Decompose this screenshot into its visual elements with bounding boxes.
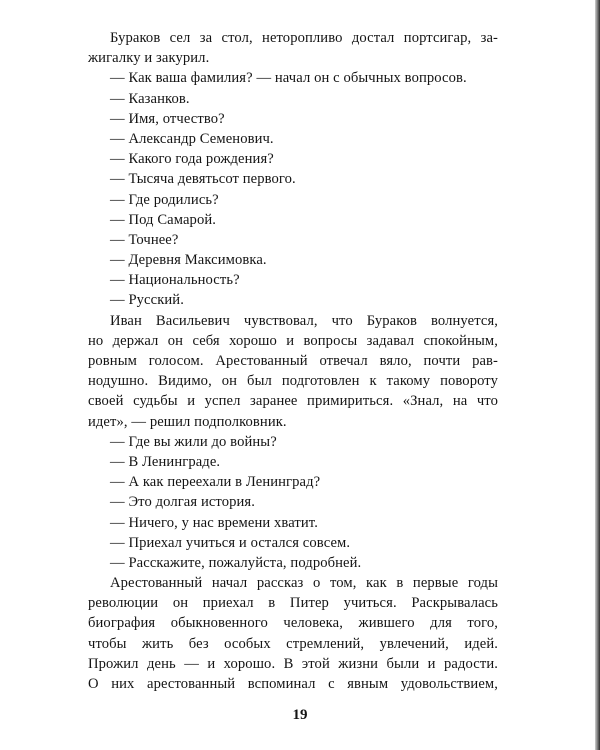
dialogue-line: — Деревня Максимовка. xyxy=(110,252,267,269)
dialogue-line: — А как переехали в Ленинград? xyxy=(110,474,321,491)
text-line: ровным голосом. Арестованный отвечал вяло, почти рав- xyxy=(88,353,498,369)
dialogue-line: — Ничего, у нас времени хватит. xyxy=(110,514,318,531)
dialogue-line: — Александр Семенович. xyxy=(110,130,274,147)
text-line: революции он приехал в Питер учиться. Раскрывалась xyxy=(88,595,498,612)
dialogue-line: — Тысяча девятьсот первого. xyxy=(110,171,296,188)
dialogue-line: — Национальность? xyxy=(110,272,240,289)
text-line: биография обыкновенного человека, жившего для того, xyxy=(88,615,498,632)
text-line: Прожил день — и хорошо. В этой жизни были и радости. xyxy=(88,655,498,672)
dialogue-line: — Расскажите, пожалуйста, подробней. xyxy=(110,554,362,571)
dialogue-line: — Имя, отчество? xyxy=(110,110,225,127)
text-line: чтобы жить без особых стремлений, увлечений, идей. xyxy=(88,635,498,652)
dialogue-line: — Точнее? xyxy=(110,231,179,248)
dialogue-line: — Где родились? xyxy=(110,191,219,208)
text-line: идет», — решил подполковник. xyxy=(88,413,287,430)
dialogue-line: — Приехал учиться и остался совсем. xyxy=(110,534,351,551)
text-line: Бураков сел за стол, неторопливо достал портсигар, за- xyxy=(110,30,498,46)
dialogue-line: — Какого года рождения? xyxy=(110,151,274,168)
text-line: Арестованный начал рассказ о том, как в первые годы xyxy=(110,575,498,592)
text-line: Иван Васильевич чувствовал, что Бураков волнуется, xyxy=(110,312,498,329)
text-line: жигалку и закурил. xyxy=(88,50,210,67)
dialogue-line: — Казанков. xyxy=(110,90,190,107)
body-text xyxy=(88,28,498,694)
text-line: О них арестованный вспоминал с явным удовольствием, xyxy=(88,676,498,692)
page-edge-shadow xyxy=(595,0,600,750)
dialogue-line: — В Ленинграде. xyxy=(110,453,221,470)
text-line: но держал он себя хорошо и вопросы задавал спокойным, xyxy=(88,332,498,349)
dialogue-line: — Русский. xyxy=(110,292,184,309)
dialogue-line: — Где вы жили до войны? xyxy=(110,433,277,450)
text-line: нодушно. Видимо, он был подготовлен к такому повороту xyxy=(88,373,498,390)
dialogue-line: — Под Самарой. xyxy=(110,211,217,228)
text-line: своей судьбы и успел заранее примириться. «Знал, на что xyxy=(88,393,498,410)
page-number: 19 xyxy=(292,707,308,723)
dialogue-line: — Как ваша фамилия? — начал он с обычных вопросов. xyxy=(110,70,467,87)
dialogue-line: — Это долгая история. xyxy=(110,494,255,511)
